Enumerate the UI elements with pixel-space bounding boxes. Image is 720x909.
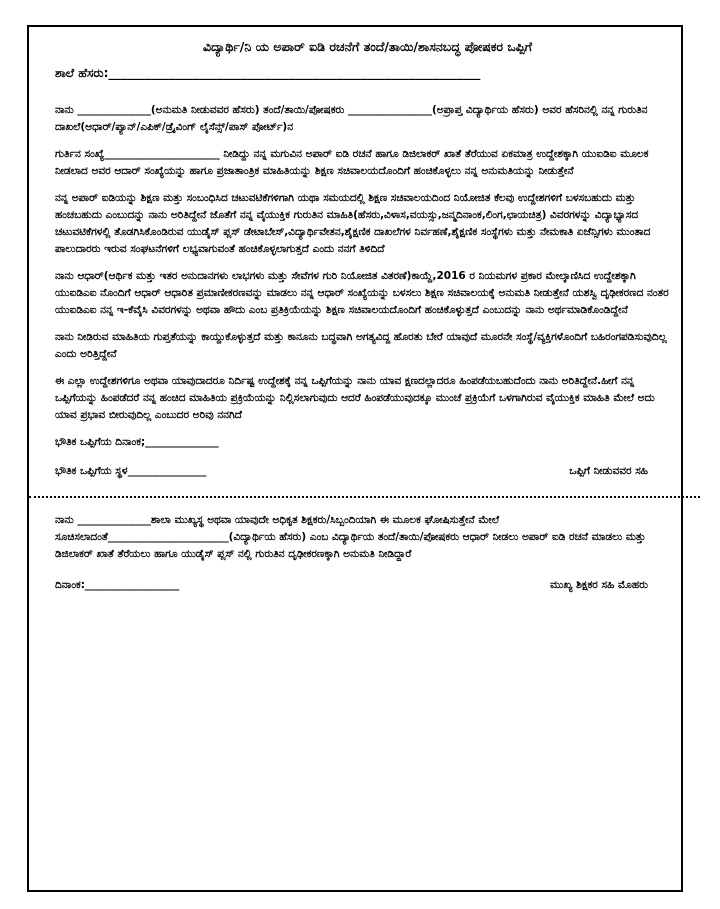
form-title: ವಿದ್ಯಾರ್ಥಿ/ನಿ ಯ ಅಪಾರ್ ಐಡಿ ರಚನೆಗೆ ತಂದೆ/ತಾಯಿ/ಶಾಸನಬದ್ಧ ಪೋಷಕರ ಒಪ್ಪಿಗೆ: [202, 39, 532, 54]
headmaster-signature-label: ಮುಖ್ಯ ಶಿಕ್ಷಕರ ಸಹಿ ಮೊಹರು: [550, 579, 648, 591]
consent-date-line: ಭೌತಿಕ ಒಪ್ಪಿಗೆಯ ದಿನಾಂಕ;______________: [55, 436, 219, 448]
consent-paragraph-2: ಗುರ್ತಿನ ಸಂಖ್ಯೆ______________________ ನೀಡಿದ್ದು ನನ್ನ ಮಗುವಿನ ಅಪಾರ್ ಐಡಿ ರಚನೆ ಹಾಗೂ ಡಿಜಿಲಾಕರ್ ಖಾತೆ ತೆರೆಯುವ ಏಕಮಾತ್ರ ಉದ್ದೇಶಕ್ಕಾಗಿ ಯುಐಡಿಐ ಮೂಲಕ ನೀಡಲಾದ ಅವರ ಆದಾರ್ ಸಂಖ್ಯೆಯನ್ನು ಹಾಗೂ ಪ್ರಜಾತಾಂತ್ರಿಕ ಮಾಹಿತಿಯನ್ನು ಶಿಕ್ಷಣ ಸಚಿವಾಲಯದೊಂದಿಗೆ ಹಂಚಿಕೊಳ್ಳಲು ನನ್ನ ಅನುಮತಿಯನ್ನು ನೀಡುತ್ತೇನೆ: [55, 148, 649, 177]
consent-place-line: ಭೌತಿಕ ಒಪ್ಪಿಗೆಯ ಸ್ಥಳ_______________: [55, 465, 207, 477]
dotted-separator: [29, 496, 700, 498]
consent-paragraph-3: ನನ್ನ ಅಪಾರ್ ಐಡಿಯನ್ನು ಶಿಕ್ಷಣ ಮತ್ತು ಸಂಬಂಧಿಸಿದ ಚಟುವಟಿಕೆಗಳಿಗಾಗಿ ಯಥಾ ಸಮಯದಲ್ಲಿ ಶಿಕ್ಷಣ ಸಚಿವಾಲಯದಿಂದ ನಿಯೋಜಿತ ಕೆಲವು ಉದ್ದೇಶಗಳಿಗೆ ಬಳಸಬಹುದು ಮತ್ತು ಹಂಚಬಹುದು ಎಂಬುದನ್ನು ನಾನು ಅರಿತಿದ್ದೇನೆ ಜೊತೆಗೆ ನನ್ನ ವೈಯುಕ್ತಿಕ ಗುರುತಿನ ಮಾಹಿತಿ(ಹೆಸರು,ವಿಳಾಸ,ವಯಸ್ಸು,ಜನ್ಮದಿನಾಂಕ,ಲಿಂಗ,ಛಾಯಚಿತ್ರ) ವಿವರಗಳನ್ನು ವಿದ್ಯಾಭ್ಯಾಸದ ಚಟುವಟಿಕೆಗಳಲ್ಲಿ ತೊಡಗಿಸಿಕೊಂಡಿರುವ ಯುಡೈಸ್ ಪ್ಲಸ್ ಡೇಟಾಬೇಸ್,ವಿದ್ಯಾರ್ಥಿವೇತನ,ಶೈಕ್ಷಣಿಕ ದಾಖಲೆಗಳ ನಿರ್ವಹಣೆ,ಶೈಕ್ಷಣಿಕ ಸಂಸ್ಥೆಗಳು ಮತ್ತು ನೇಮಕಾತಿ ಏಜೆನ್ಸಿಗಳು ಮುಂತಾದ ಪಾಲುದಾರರು ಇರುವ ಸಂಘಟನೆಗಳಿಗೆ ಲಭ್ಯವಾಗುವಂತೆ ಹಂಚಿಕೊಳ್ಳಲಾಗುತ್ತದೆ ಎಂದು ನನಗೆ ತಿಳಿದಿದೆ: [55, 192, 651, 255]
consent-paragraph-5: ನಾನು ನೀಡಿರುವ ಮಾಹಿತಿಯ ಗುಪ್ತತೆಯನ್ನು ಕಾಯ್ದುಕೊಳ್ಳುತ್ತದೆ ಮತ್ತು ಕಾನೂನು ಬದ್ಧವಾಗಿ ಅಗತ್ಯವಿದ್ದ ಹೊರತು ಬೇರೆ ಯಾವುದೆ ಮೂರನೇ ಸಂಸ್ಥೆ/ವ್ಯಕ್ತಿಗಳೊಂದಿಗೆ ಬಹಿರಂಗಪಡಿಸುವುದಿಲ್ಲ ಎಂದು ಅರಿತ್ತಿದ್ದೇನೆ: [55, 331, 667, 360]
consent-paragraph-1: ನಾನು ______________(ಅನುಮತಿ ನೀಡುವವರ ಹೆಸರು) ತಂದೆ/ತಾಯಿ/ಪೋಷಕರು ________________(ಅಪ್ರಾಪ್ತ ವಿದ್ಯಾರ್ಥಿಯ ಹೆಸರು) ಅವರ ಹೆಸರಿನಲ್ಲಿ ನನ್ನ ಗುರುತಿನ ದಾಖಲೆ(ಆಧಾರ್/ಪ್ಯಾನ್/ಎಪಿಕ್/ಡ್ರೈವಿಂಗ್ ಲೈಸೆನ್ಸ್/ಪಾಸ್ ಪೋರ್ಟ್)ನ: [55, 104, 648, 133]
consent-form: [55, 38, 680, 610]
declaration-date-line: ದಿನಾಂಕ:__________________: [55, 579, 180, 591]
declaration-sign-row: [55, 577, 680, 594]
school-name-line: ಶಾಲೆ ಹೆಸರು:______________________________________________________________: [55, 66, 481, 80]
declaration-paragraph: ನಾನು ______________ಶಾಲಾ ಮುಖ್ಯಸ್ಥ ಅಥವಾ ಯಾವುದೇ ಅಧಿಕೃತ ಶಿಕ್ಷಕರು/ಸಿಬ್ಬಂದಿಯಾಗಿ ಈ ಮೂಲಕ ಘೋಷಿಸುತ್ತೇನೆ ಮೇಲೆ ಸೂಚಿಸಲಾದಂತೆ_______________________(ವಿದ್ಯಾರ್ಥಿಯ ಹೆಸರು) ಎಂಬ ವಿದ್ಯಾರ್ಥಿಯ ತಂದೆ/ತಾಯಿ/ಪೋಷಕರು ಆಧಾರ್ ನೀಡಲು ಅಪಾರ್ ಐಡಿ ರಚನೆ ಮಾಡಲು ಮತ್ತು ಡಿಜಿಲಾಕರ್ ಖಾತೆ ತೆರೆಯಲು ಹಾಗೂ ಯುಡೈಸ್ ಪ್ಲಸ್ ನಲ್ಲಿ ಗುರುತಿನ ದೃಢೀಕರಣಕ್ಕಾಗಿ ಅನುಮತಿ ನೀಡಿದ್ದಾರೆ: [55, 514, 646, 560]
consent-date-row: [55, 434, 680, 451]
consent-place-row: [55, 463, 680, 480]
consenter-signature-label: ಒಪ್ಪಿಗೆ ನೀಡುವವರ ಸಹಿ: [569, 465, 648, 477]
consent-paragraph-4: ನಾನು ಆಧಾರ್(ಆರ್ಥಿಕ ಮತ್ತು ಇತರ ಅನುದಾನಗಳು ಲಾಭಗಳು ಮತ್ತು ಸೇವೆಗಳ ಗುರಿ ನಿಯೋಜಿತ ವಿತರಣೆ)ಕಾಯ್ದೆ,2016 ರ ನಿಯಮಗಳ ಪ್ರಕಾರ ಮೇಲ್ಕಾಣಿಸಿದ ಉದ್ದೇಶಕ್ಕಾಗಿ ಯುಐಡಿಎಐ ನೊಂದಿಗೆ ಆಧಾರ್ ಆಧಾರಿತ ಪ್ರಮಾಣೀಕರಣವನ್ನು ಮಾಡಲು ನನ್ನ ಆಧಾರ್ ಸಂಖ್ಯೆಯನ್ನು ಬಳಸಲು ಶಿಕ್ಷಣ ಸಚಿವಾಲಯಕ್ಕೆ ಅನುಮತಿ ನೀಡುತ್ತೇನೆ ಯಶಸ್ವಿ ದೃಢೀಕರಣದ ನಂತರ ಯುಐಡಿಎಐ ನನ್ನ ಇ-ಕೆವೈಸಿ ವಿವರಗಳನ್ನು ಅಥವಾ ಹೌದು ಎಂಬ ಪ್ರತಿಕ್ರಿಯೆಯನ್ನು ಶಿಕ್ಷಣ ಸಚಿವಾಲಯದೊಂದಿಗೆ ಹಂಚಿಕೊಳ್ಳುತ್ತದೆ ಎಂಬುದನ್ನು ನಾನು ಅರ್ಥಮಾಡಿಕೊಂಡಿದ್ದೇನೆ: [55, 270, 669, 316]
consent-paragraph-6: ಈ ಎಲ್ಲಾ ಉದ್ದೇಶಗಳಿಗೂ ಅಥವಾ ಯಾವುದಾದರೂ ನಿರ್ದಿಷ್ಟ ಉದ್ದೇಶಕ್ಕೆ ನನ್ನ ಒಪ್ಪಿಗೆಯನ್ನು ನಾನು ಯಾವ ಕ್ಷಣದಲ್ಲಾದರೂ ಹಿಂಪಡೆಯಬಹುದೆಂದು ನಾನು ಅರಿತಿದ್ದೇನೆ.ಹೀಗೆ ನನ್ನ ಒಪ್ಪಿಗೆಯನ್ನು ಹಿಂಪಡೆದರೆ ನನ್ನ ಹಂಚಿದ ಮಾಹಿತಿಯ ಪ್ರಕ್ರಿಯೆಯನ್ನು ನಿಲ್ಲಿಸಲಾಗುವುದು ಆದರೆ ಹಿಂಪಡೆಯುವುದಕ್ಕೂ ಮುಂಚೆ ಪ್ರಕ್ರಿಯೆಗೆ ಒಳಗಾಗಿರುವ ವೈಯುಕ್ತಿಕ ಮಾಹಿತಿ ಮೇಲೆ ಅದು ಯಾವ ಪ್ರಭಾವ ಬೀರುವುದಿಲ್ಲ ಎಂಬುದರ ಅರಿವು ನನಗಿದೆ: [55, 375, 655, 421]
